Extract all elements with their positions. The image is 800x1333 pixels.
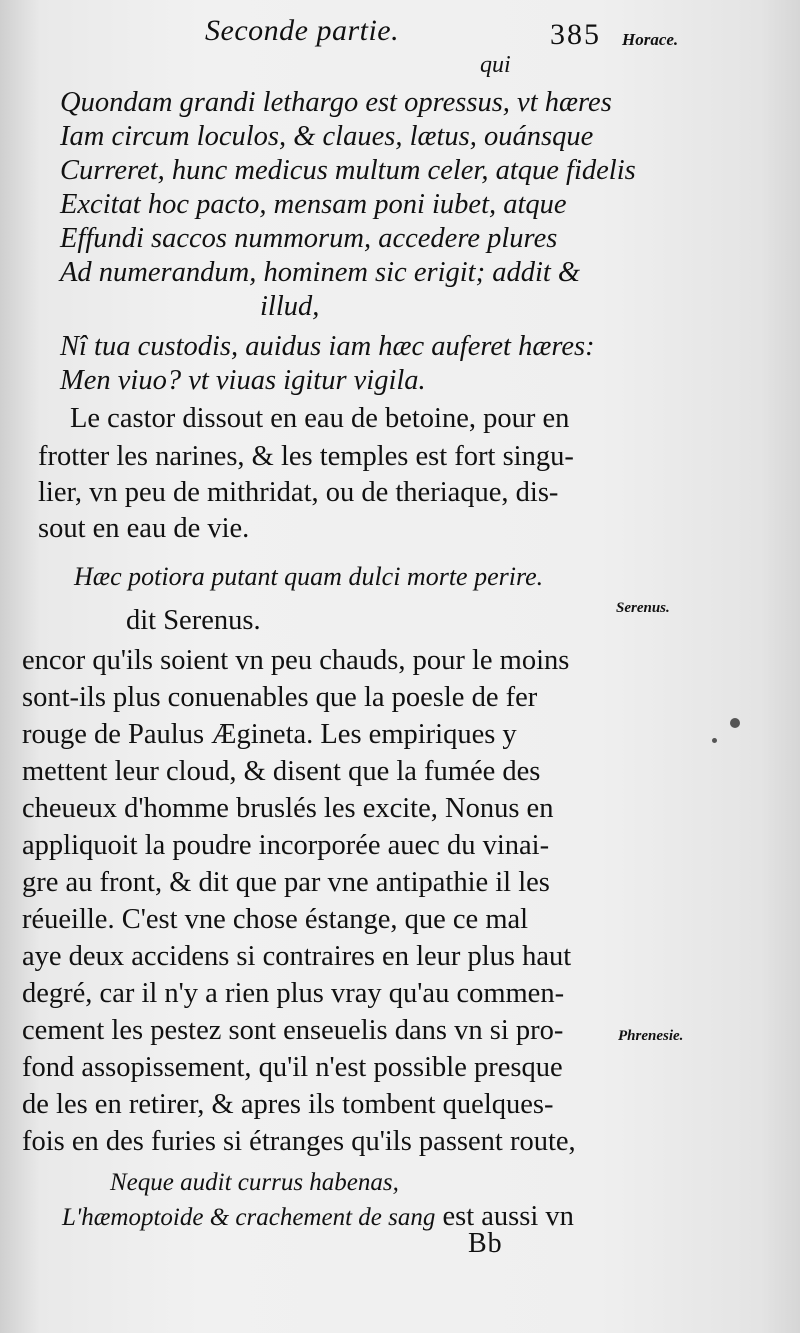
verse-line: Hæc potiora putant quam dulci morte perire.	[74, 562, 544, 591]
verse-line: Men viuo? vt viuas igitur vigila.	[60, 365, 426, 396]
attribution: dit Serenus.	[126, 605, 261, 636]
prose-line: lier, vn peu de mithridat, ou de theriaque, dis-	[38, 477, 559, 508]
last-line-italic: L'hæmoptoide & crachement de sang	[62, 1204, 436, 1231]
prose-line: gre au front, & dit que par vne antipathie il les	[22, 867, 550, 898]
prose-line: degré, car il n'y a rien plus vray qu'au commen-	[22, 978, 565, 1009]
page-number: 385	[550, 18, 601, 51]
prose-line: encor qu'ils soient vn peu chauds, pour le moins	[22, 645, 570, 676]
ink-speck	[712, 738, 717, 743]
prose-line: réueille. C'est vne chose éstange, que ce mal	[22, 904, 529, 935]
prose-line: fond assopissement, qu'il n'est possible presque	[22, 1052, 563, 1083]
margin-note-horace: Horace.	[622, 30, 679, 49]
verse-line: Iam circum loculos, & claues, lætus, ouánsque	[60, 121, 594, 152]
catchword-top: qui	[480, 52, 511, 78]
verse-line: Effundi saccos nummorum, accedere plures	[60, 223, 558, 254]
prose-line: mettent leur cloud, & disent que la fumée des	[22, 756, 541, 787]
page-header	[0, 14, 800, 56]
verse-line: Ad numerandum, hominem sic erigit; addit &	[60, 257, 581, 288]
verse-line: Excitat hoc pacto, mensam poni iubet, atque	[60, 189, 567, 220]
prose-line: sout en eau de vie.	[38, 513, 250, 544]
prose-line: Le castor dissout en eau de betoine, pour en	[70, 403, 570, 434]
prose-line: appliquoit la poudre incorporée auec du vinai-	[22, 830, 550, 861]
prose-line: frotter les narines, & les temples est fort singu-	[38, 441, 574, 472]
verse-line: Nî tua custodis, auidus iam hæc auferet hæres:	[60, 331, 595, 362]
prose-line: rouge de Paulus Ægineta. Les empiriques y	[22, 719, 517, 750]
prose-line: cement les pestez sont enseuelis dans vn si pro-	[22, 1015, 564, 1046]
prose-line: aye deux accidens si contraires en leur plus haut	[22, 941, 572, 972]
margin-note-serenus: Serenus.	[616, 600, 670, 616]
prose-line: de les en retirer, & apres ils tombent quelques-	[22, 1089, 554, 1120]
verse-line: illud,	[260, 291, 320, 322]
verse-line: Curreret, hunc medicus multum celer, atque fidelis	[60, 155, 636, 186]
prose-line: fois en des furies si étranges qu'ils passent route,	[22, 1126, 576, 1157]
last-line-roman: est aussi vn	[442, 1201, 574, 1232]
running-head: Seconde partie.	[205, 14, 400, 47]
verse-line: Neque audit currus habenas,	[110, 1169, 399, 1196]
prose-line: cheueux d'homme bruslés les excite, Nonus en	[22, 793, 554, 824]
signature-mark: Bb	[468, 1228, 503, 1259]
verse-line: Quondam grandi lethargo est opressus, vt hæres	[60, 87, 612, 118]
margin-note-phrenesie: Phrenesie.	[618, 1028, 684, 1044]
prose-line: sont-ils plus conuenables que la poesle de fer	[22, 682, 538, 713]
ink-speck	[730, 718, 740, 728]
